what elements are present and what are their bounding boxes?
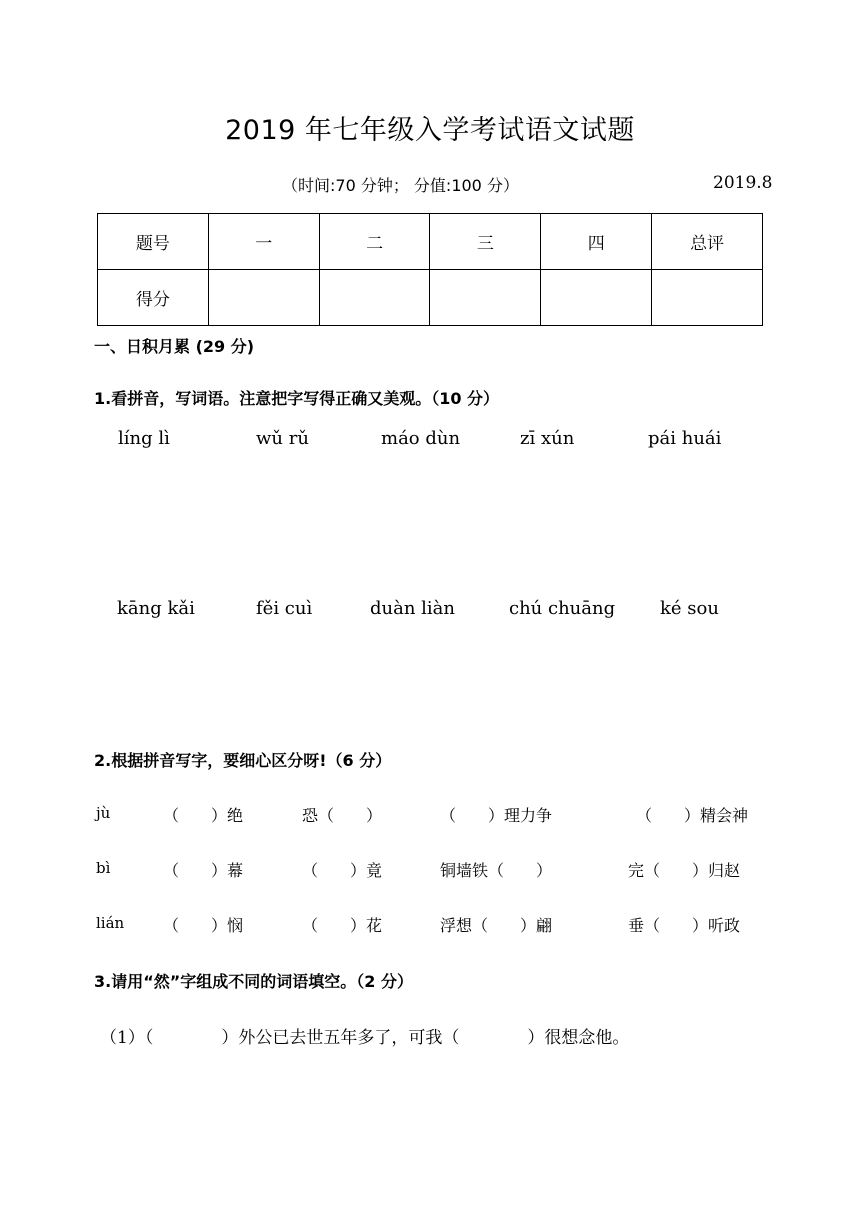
pinyin-item: wǔ rǔ (256, 428, 309, 449)
fill-blank-item[interactable]: 浮想（ ）翩 (440, 916, 553, 935)
exam-info: （时间:70 分钟； 分值:100 分） (282, 176, 519, 195)
table-row (98, 270, 763, 326)
fill-blank-item[interactable]: 完（ ）归赵 (628, 861, 741, 880)
table-cell: 总评 (652, 214, 763, 270)
question-2-prompt: 2.根据拼音写字，要细心区分呀!（6 分） (94, 751, 392, 770)
question-3-prompt: 3.请用“然”字组成不同的词语填空。（2 分） (94, 972, 413, 991)
pinyin-item: zī xún (520, 428, 575, 449)
fill-blank-item[interactable]: （ ）竟 (302, 861, 383, 880)
question-1-prompt: 1.看拼音，写词语。注意把字写得正确又美观。（10 分） (94, 389, 500, 408)
score-input-cell[interactable] (319, 270, 430, 326)
pinyin-item: ké sou (660, 598, 719, 619)
pinyin-item: duàn liàn (370, 598, 455, 619)
pinyin-item: fěi cuì (256, 598, 313, 619)
pinyin-item: kāng kǎi (117, 598, 195, 619)
exam-date: 2019.8 (713, 173, 773, 193)
table-cell: 一 (208, 214, 319, 270)
score-input-cell[interactable] (430, 270, 541, 326)
fill-blank-item[interactable]: （ ）精会神 (636, 806, 749, 825)
fill-blank-item[interactable]: （ ）幕 (163, 861, 244, 880)
fill-blank-item[interactable]: （ ）绝 (163, 806, 244, 825)
pinyin-label: bì (96, 859, 111, 877)
pinyin-item: chú chuāng (509, 598, 616, 619)
page-title: 2019 年七年级入学考试语文试题 (225, 115, 635, 146)
pinyin-item: máo dùn (381, 428, 461, 449)
pinyin-label: jù (96, 804, 111, 822)
fill-blank-item[interactable]: 铜墙铁（ ） (440, 861, 553, 880)
table-cell: 题号 (98, 214, 209, 270)
pinyin-item: líng lì (118, 428, 170, 449)
table-cell: 三 (430, 214, 541, 270)
fill-blank-item[interactable]: （ ）悯 (163, 916, 244, 935)
table-cell: 二 (319, 214, 430, 270)
fill-blank-sentence[interactable]: （1）（ ）外公已去世五年多了，可我（ ）很想念他。 (100, 1028, 630, 1048)
pinyin-item: pái huái (648, 428, 722, 449)
score-input-cell[interactable] (652, 270, 763, 326)
table-cell: 得分 (98, 270, 209, 326)
fill-blank-item[interactable]: 恐（ ） (302, 806, 383, 825)
table-cell: 四 (541, 214, 652, 270)
fill-blank-item[interactable]: （ ）理力争 (440, 806, 553, 825)
score-input-cell[interactable] (541, 270, 652, 326)
fill-blank-item[interactable]: 垂（ ）听政 (628, 916, 741, 935)
fill-blank-item[interactable]: （ ）花 (302, 916, 383, 935)
table-row (98, 214, 763, 270)
score-input-cell[interactable] (208, 270, 319, 326)
pinyin-label: lián (96, 914, 125, 932)
section-heading: 一、日积月累 (29 分) (94, 337, 255, 356)
score-table (97, 213, 763, 326)
